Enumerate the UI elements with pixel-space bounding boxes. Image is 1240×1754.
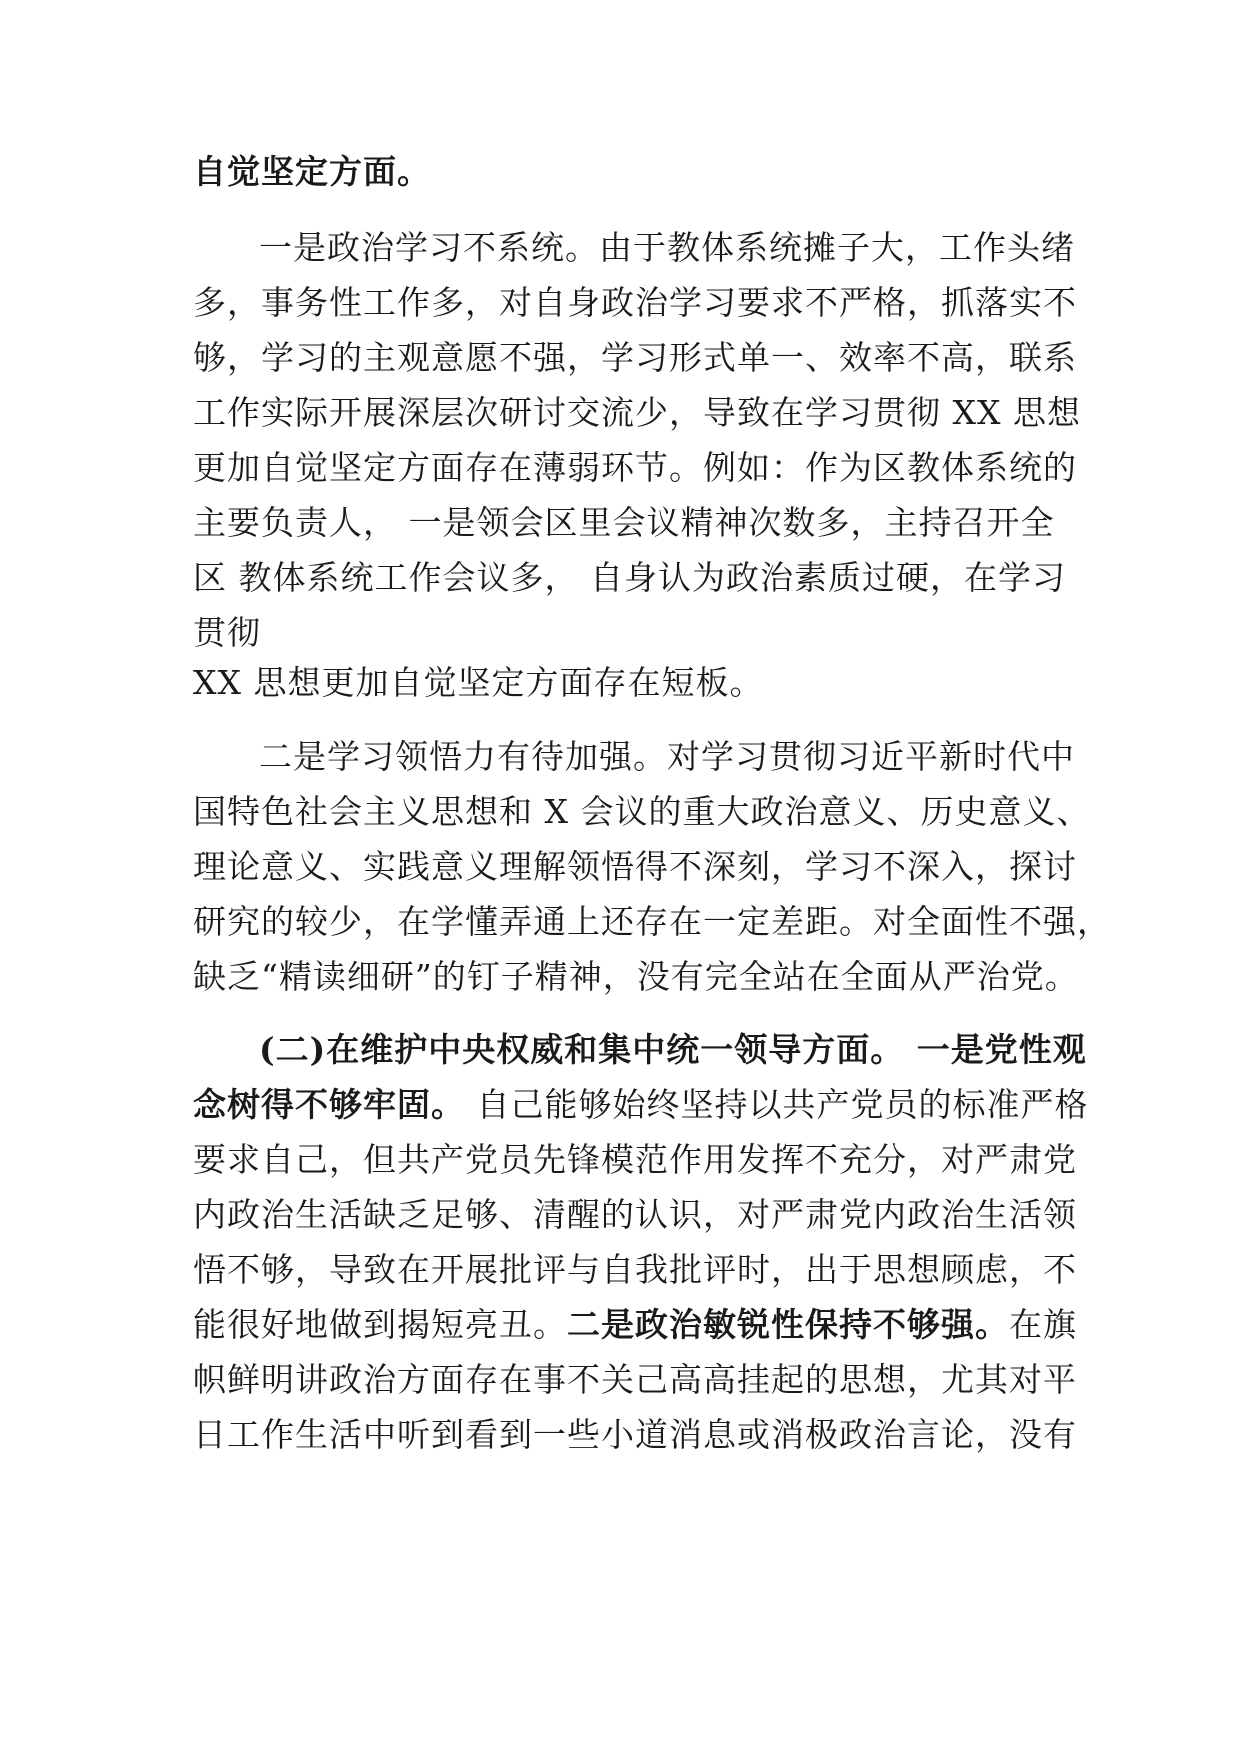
text-fragment: XX 思想更加自觉坚定方面存在短板。 bbox=[193, 663, 764, 702]
text-fragment: 二是学习领悟力有待加强。对学习贯彻习近平新时代中 bbox=[259, 737, 1075, 776]
bold-fragment: 二是政治敏锐性保持不够强。 bbox=[567, 1305, 1009, 1344]
text-fragment: 一是政治学习不系统。由于教体系统摊子大，工作头绪 bbox=[259, 228, 1075, 267]
paragraph-line bbox=[193, 792, 1091, 832]
text-fragment: 贯彻 bbox=[193, 613, 261, 652]
paragraph-line bbox=[193, 1360, 1077, 1400]
text-fragment: 日工作生活中听到看到一些小道消息或消极政治言论，没有 bbox=[193, 1415, 1077, 1454]
text-fragment: 缺乏“精读细研”的钉子精神，没有完全站在全面从严治党。 bbox=[193, 957, 1079, 996]
paragraph-line bbox=[193, 1140, 1077, 1180]
text-fragment: 能很好地做到揭短亮丑。 bbox=[193, 1305, 567, 1344]
section-heading-fragment: (二)在维护中央权威和集中统一领导方面。 一是党性观 bbox=[259, 1030, 1087, 1069]
paragraph-line bbox=[193, 1305, 1077, 1345]
text-fragment: 自己能够始终坚持以共产党员的标准严格 bbox=[465, 1085, 1089, 1124]
paragraph-line bbox=[193, 448, 1077, 488]
paragraph-line bbox=[193, 1250, 1077, 1290]
text-fragment: 在旗 bbox=[1009, 1305, 1077, 1344]
text-fragment: 多，事务性工作多，对自身政治学习要求不严格，抓落实不 bbox=[193, 283, 1077, 322]
text-line bbox=[193, 152, 1053, 192]
paragraph-line bbox=[259, 1030, 1087, 1070]
text-fragment: 更加自觉坚定方面存在薄弱环节。例如：作为区教体系统的 bbox=[193, 448, 1077, 487]
paragraph-line bbox=[193, 957, 1079, 997]
bold-heading-fragment: 自觉坚定方面。 bbox=[193, 152, 431, 191]
text-fragment: 理论意义、实践意义理解领悟得不深刻，学习不深入，探讨 bbox=[193, 847, 1077, 886]
paragraph-line bbox=[193, 1085, 1089, 1125]
paragraph-line bbox=[193, 1195, 1077, 1235]
text-fragment: 帜鲜明讲政治方面存在事不关己高高挂起的思想，尤其对平 bbox=[193, 1360, 1077, 1399]
text-fragment: 悟不够，导致在开展批评与自我批评时，出于思想顾虑，不 bbox=[193, 1250, 1077, 1289]
paragraph-line bbox=[193, 558, 1066, 598]
text-fragment: 主要负责人， 一是领会区里会议精神次数多，主持召开全 bbox=[193, 503, 1055, 542]
text-fragment: 工作实际开展深层次研讨交流少，导致在学习贯彻 XX 思想 bbox=[193, 393, 1081, 432]
text-fragment: 内政治生活缺乏足够、清醒的认识，对严肃党内政治生活领 bbox=[193, 1195, 1077, 1234]
paragraph-line bbox=[259, 737, 1075, 777]
text-fragment: 够，学习的主观意愿不强，学习形式单一、效率不高，联系 bbox=[193, 338, 1077, 377]
paragraph-line bbox=[193, 613, 1053, 653]
paragraph-line bbox=[193, 663, 1053, 703]
text-fragment: 要求自己，但共产党员先锋模范作用发挥不充分，对严肃党 bbox=[193, 1140, 1077, 1179]
paragraph-line bbox=[259, 228, 1075, 268]
paragraph-line bbox=[193, 503, 1053, 543]
bold-fragment: 念树得不够牢固。 bbox=[193, 1085, 465, 1124]
paragraph-line bbox=[193, 1415, 1077, 1455]
paragraph-line bbox=[193, 902, 1111, 942]
text-fragment: 区 教体系统工作会议多， 自身认为政治素质过硬，在学习 bbox=[193, 558, 1066, 597]
paragraph-line bbox=[193, 847, 1077, 887]
paragraph-line bbox=[193, 283, 1077, 323]
paragraph-line bbox=[193, 393, 1081, 433]
text-fragment: 研究的较少，在学懂弄通上还存在一定差距。对全面性不强， bbox=[193, 902, 1111, 941]
paragraph-line bbox=[193, 338, 1077, 378]
text-fragment: 国特色社会主义思想和 X 会议的重大政治意义、历史意义、 bbox=[193, 792, 1091, 831]
